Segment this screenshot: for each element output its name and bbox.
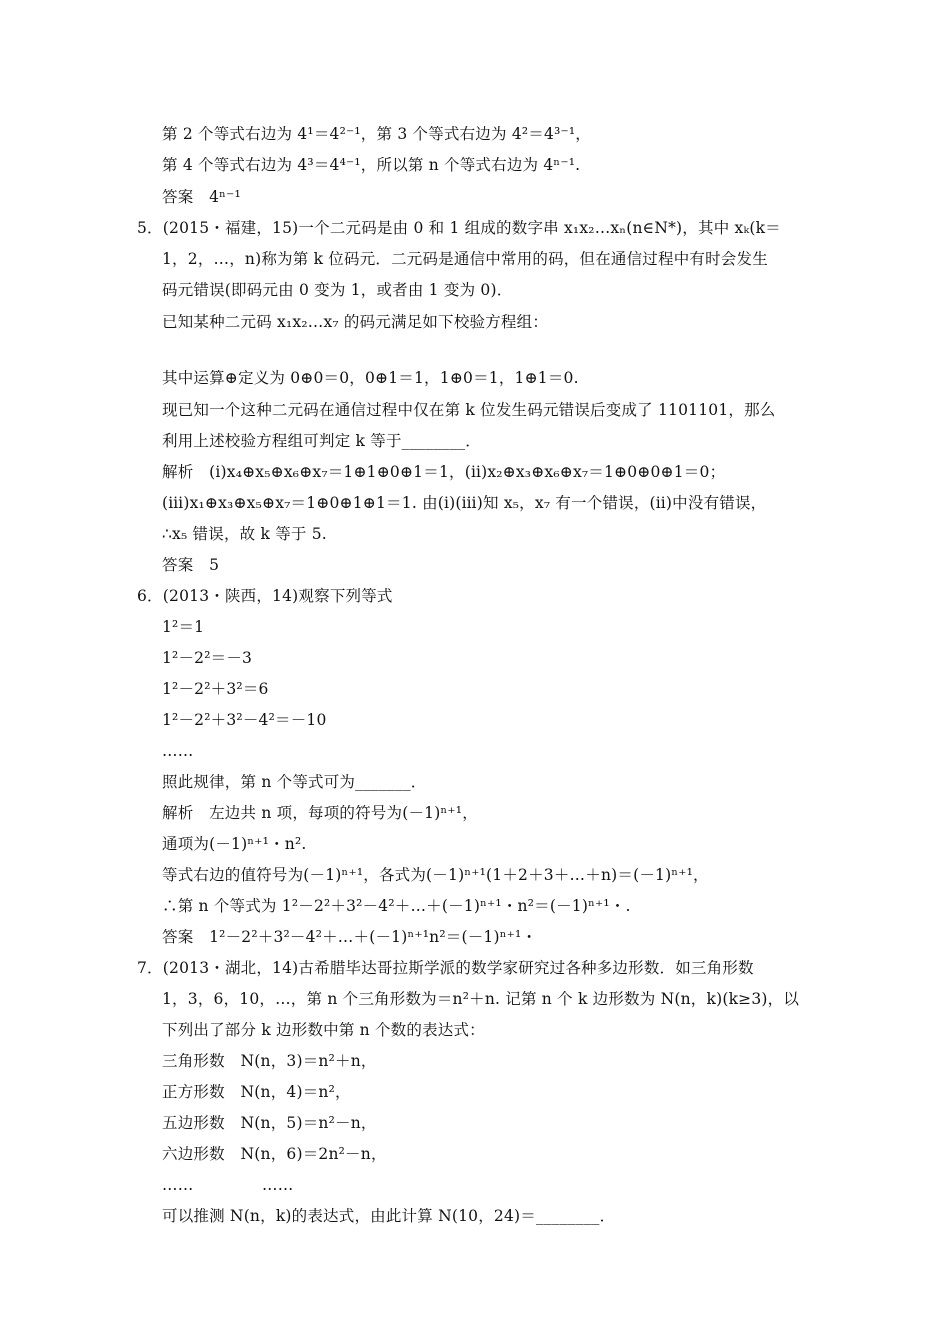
problem-5-line-1: 5．(2015・福建，15)一个二元码是由 0 和 1 组成的数字串 x₁x₂…xₙ(n∈N*)，其中 xₖ(k＝ xyxy=(137,219,781,237)
polygon-hexagon: 六边形数 N(n，6)＝2n²－n， xyxy=(162,1145,387,1163)
solution-6-line-3: 等式右边的值符号为(－1)ⁿ⁺¹，各式为(－1)ⁿ⁺¹(1＋2＋3＋…＋n)＝(－1)ⁿ⁺¹， xyxy=(162,866,709,884)
text-line-2: 第 4 个等式右边为 4³＝4⁴⁻¹，所以第 n 个等式右边为 4ⁿ⁻¹. xyxy=(162,156,581,174)
problem-5-line-5: 其中运算⊕定义为 0⊕0＝0，0⊕1＝1，1⊕0＝1，1⊕1＝0. xyxy=(162,369,579,387)
problem-6-question: 照此规律，第 n 个等式可为_______． xyxy=(162,773,427,791)
polygon-ellipsis-right: …… xyxy=(262,1176,294,1194)
problem-7-question: 可以推测 N(n，k)的表达式，由此计算 N(10，24)＝________． xyxy=(162,1207,616,1225)
equation-1: 1²＝1 xyxy=(162,618,205,636)
problem-5-line-4: 已知某种二元码 x₁x₂…x₇ 的码元满足如下校验方程组： xyxy=(162,313,549,331)
problem-5-line-3: 码元错误(即码元由 0 变为 1，或者由 1 变为 0)． xyxy=(162,281,513,299)
problem-7-line-2: 1，3，6，10，…，第 n 个三角形数为＝n²＋n. 记第 n 个 k 边形数为 N(n，k)(k≥3)，以 xyxy=(162,990,800,1008)
answer-4: 答案 4ⁿ⁻¹ xyxy=(162,188,241,206)
equation-4: 1²－2²＋3²－4²＝－10 xyxy=(162,711,327,729)
text-line-1: 第 2 个等式右边为 4¹＝4²⁻¹，第 3 个等式右边为 4²＝4³⁻¹， xyxy=(162,125,591,143)
answer-6: 答案 1²－2²＋3²－4²＋…＋(－1)ⁿ⁺¹n²＝(－1)ⁿ⁺¹・ xyxy=(162,928,538,946)
answer-5: 答案 5 xyxy=(162,556,220,574)
problem-6-line-1: 6．(2013・陕西，14)观察下列等式 xyxy=(137,587,393,605)
solution-5-line-1: 解析 (ⅰ)x₄⊕x₅⊕x₆⊕x₇＝1⊕1⊕0⊕1＝1，(ⅱ)x₂⊕x₃⊕x₆⊕x₇＝1⊕0⊕0⊕1＝0； xyxy=(162,463,726,481)
problem-5-line-6: 现已知一个这种二元码在通信过程中仅在第 k 位发生码元错误后变成了 1101101，那么 xyxy=(162,401,776,419)
polygon-triangle: 三角形数 N(n，3)＝n²＋n， xyxy=(162,1052,377,1070)
polygon-pentagon: 五边形数 N(n，5)＝n²－n， xyxy=(162,1114,377,1132)
equation-3: 1²－2²＋3²＝6 xyxy=(162,680,269,698)
problem-7-line-3: 下列出了部分 k 边形数中第 n 个数的表达式： xyxy=(162,1021,485,1039)
solution-6-line-2: 通项为(－1)ⁿ⁺¹・n². xyxy=(162,835,307,853)
solution-5-line-2: (ⅲ)x₁⊕x₃⊕x₅⊕x₇＝1⊕0⊕1⊕1＝1. 由(ⅰ)(ⅲ)知 x₅，x₇ 有一个错误，(ⅱ)中没有错误， xyxy=(162,494,767,512)
problem-5-line-7: 利用上述校验方程组可判定 k 等于________． xyxy=(162,432,481,450)
solution-5-line-3: ∴x₅ 错误，故 k 等于 5. xyxy=(162,525,327,543)
ellipsis: …… xyxy=(162,742,194,760)
polygon-square: 正方形数 N(n，4)＝n²， xyxy=(162,1083,351,1101)
equation-2: 1²－2²＝－3 xyxy=(162,649,253,667)
problem-7-line-1: 7．(2013・湖北，14)古希腊毕达哥拉斯学派的数学家研究过各种多边形数．如三角形数 xyxy=(137,959,754,977)
solution-6-line-1: 解析 左边共 n 项，每项的符号为(－1)ⁿ⁺¹， xyxy=(162,804,478,822)
polygon-ellipsis-left: …… xyxy=(162,1176,194,1194)
problem-5-line-2: 1，2，…，n)称为第 k 位码元．二元码是通信中常用的码，但在通信过程中有时会发生 xyxy=(162,250,768,268)
solution-6-line-4: ∴第 n 个等式为 1²－2²＋3²－4²＋…＋(－1)ⁿ⁺¹・n²＝(－1)ⁿ⁺¹・. xyxy=(162,897,631,915)
